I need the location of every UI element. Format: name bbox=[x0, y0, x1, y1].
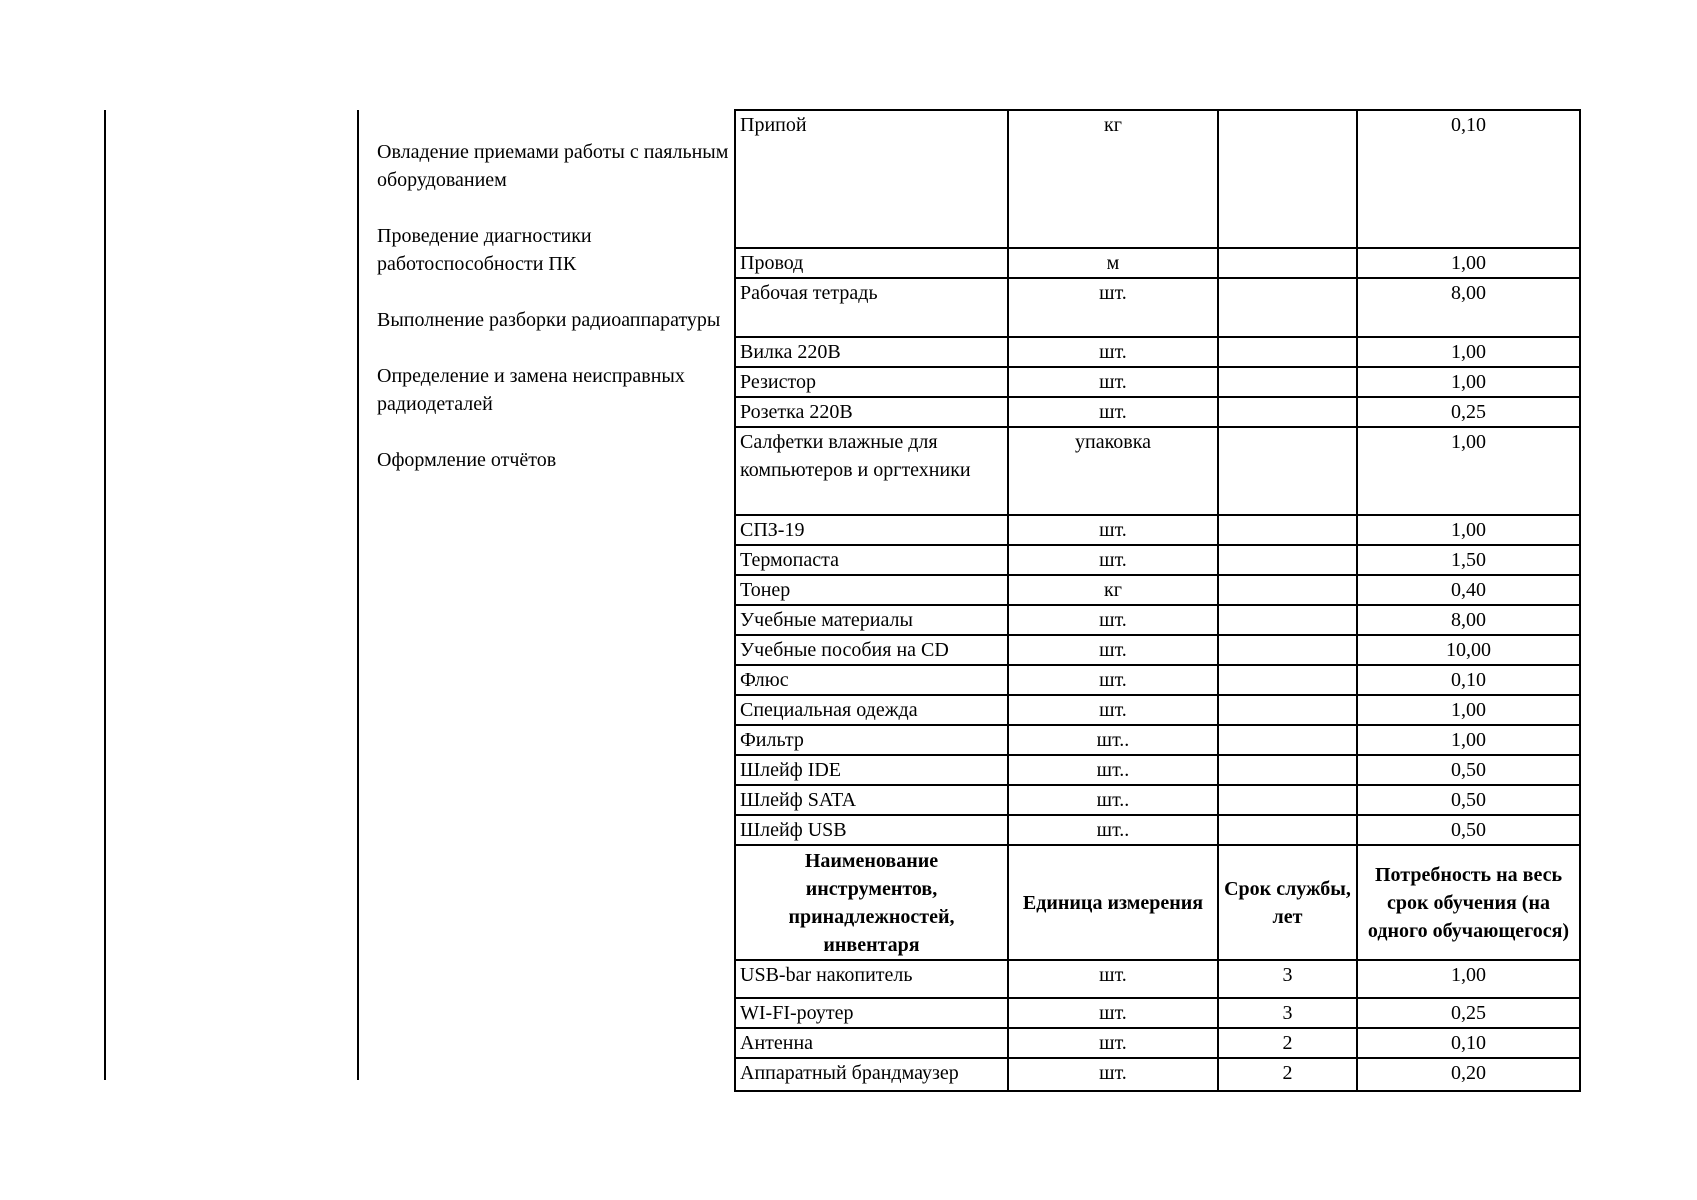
material-qty: 1,00 bbox=[1357, 725, 1580, 755]
activity-item: Овладение приемами работы с паяльным оборудованием bbox=[377, 141, 729, 191]
material-name: Припой bbox=[735, 110, 1008, 248]
material-unit: шт. bbox=[1008, 397, 1218, 427]
material-name: Резистор bbox=[735, 367, 1008, 397]
material-term bbox=[1218, 785, 1357, 815]
material-qty: 0,10 bbox=[1357, 110, 1580, 248]
material-qty: 0,25 bbox=[1357, 397, 1580, 427]
material-qty: 0,50 bbox=[1357, 815, 1580, 845]
material-unit: шт. bbox=[1008, 515, 1218, 545]
material-unit: шт. bbox=[1008, 367, 1218, 397]
material-qty: 8,00 bbox=[1357, 605, 1580, 635]
table-row bbox=[735, 998, 1580, 1028]
table-row bbox=[735, 605, 1580, 635]
material-name: Салфетки влажные для компьютеров и оргтехники bbox=[735, 427, 1008, 515]
material-term bbox=[1218, 755, 1357, 785]
material-unit: шт. bbox=[1008, 278, 1218, 337]
material-unit: м bbox=[1008, 248, 1218, 278]
table-row bbox=[735, 1028, 1580, 1058]
material-term bbox=[1218, 545, 1357, 575]
table-row bbox=[735, 367, 1580, 397]
material-unit: шт. bbox=[1008, 545, 1218, 575]
table-row bbox=[735, 635, 1580, 665]
material-name: Рабочая тетрадь bbox=[735, 278, 1008, 337]
tools-header-row bbox=[735, 845, 1580, 960]
material-name: Термопаста bbox=[735, 545, 1008, 575]
table-row bbox=[735, 725, 1580, 755]
tool-qty: 0,20 bbox=[1357, 1058, 1580, 1091]
material-name: Шлейф SATA bbox=[735, 785, 1008, 815]
material-qty: 10,00 bbox=[1357, 635, 1580, 665]
material-name: Учебные пособия на CD bbox=[735, 635, 1008, 665]
table-row bbox=[735, 248, 1580, 278]
table-row bbox=[735, 545, 1580, 575]
material-term bbox=[1218, 278, 1357, 337]
table-row bbox=[735, 695, 1580, 725]
material-name: Вилка 220В bbox=[735, 337, 1008, 367]
activity-item: Выполнение разборки радиоаппаратуры bbox=[377, 309, 721, 331]
table-row bbox=[735, 815, 1580, 845]
activity-item: Определение и замена неисправных радиодеталей bbox=[377, 365, 685, 415]
header-term: Срок службы, лет bbox=[1218, 845, 1357, 960]
material-unit: шт. bbox=[1008, 665, 1218, 695]
material-unit: кг bbox=[1008, 110, 1218, 248]
material-qty: 0,50 bbox=[1357, 755, 1580, 785]
material-name: Шлейф IDE bbox=[735, 755, 1008, 785]
activity-item: Оформление отчётов bbox=[377, 449, 557, 471]
material-term bbox=[1218, 635, 1357, 665]
material-qty: 1,00 bbox=[1357, 515, 1580, 545]
material-term bbox=[1218, 725, 1357, 755]
material-name: Фильтр bbox=[735, 725, 1008, 755]
tool-name: Антенна bbox=[735, 1028, 1008, 1058]
activities-list bbox=[377, 138, 737, 502]
header-name: Наименование инструментов, принадлежностей, инвентаря bbox=[735, 845, 1008, 960]
material-unit: кг bbox=[1008, 575, 1218, 605]
tool-qty: 0,25 bbox=[1357, 998, 1580, 1028]
tool-unit: шт. bbox=[1008, 1028, 1218, 1058]
table-row bbox=[735, 755, 1580, 785]
material-qty: 0,40 bbox=[1357, 575, 1580, 605]
table-row bbox=[735, 785, 1580, 815]
material-name: Флюс bbox=[735, 665, 1008, 695]
table-row bbox=[735, 575, 1580, 605]
material-unit: шт.. bbox=[1008, 815, 1218, 845]
material-unit: шт. bbox=[1008, 337, 1218, 367]
tool-unit: шт. bbox=[1008, 998, 1218, 1028]
table-row bbox=[735, 960, 1580, 998]
material-term bbox=[1218, 665, 1357, 695]
material-term bbox=[1218, 695, 1357, 725]
table-row bbox=[735, 278, 1580, 337]
tool-unit: шт. bbox=[1008, 960, 1218, 998]
material-unit: упаковка bbox=[1008, 427, 1218, 515]
material-name: Тонер bbox=[735, 575, 1008, 605]
tool-unit: шт. bbox=[1008, 1058, 1218, 1091]
material-term bbox=[1218, 427, 1357, 515]
material-unit: шт.. bbox=[1008, 725, 1218, 755]
tool-qty: 0,10 bbox=[1357, 1028, 1580, 1058]
material-name: Учебные материалы bbox=[735, 605, 1008, 635]
tool-name: USB-bar накопитель bbox=[735, 960, 1008, 998]
header-unit: Единица измерения bbox=[1008, 845, 1218, 960]
material-term bbox=[1218, 575, 1357, 605]
material-qty: 1,00 bbox=[1357, 248, 1580, 278]
materials-table bbox=[734, 109, 1581, 1092]
material-unit: шт.. bbox=[1008, 785, 1218, 815]
tool-term: 2 bbox=[1218, 1028, 1357, 1058]
tool-name: Аппаратный брандмаузер bbox=[735, 1058, 1008, 1091]
material-name: Розетка 220В bbox=[735, 397, 1008, 427]
material-unit: шт. bbox=[1008, 635, 1218, 665]
tool-term: 3 bbox=[1218, 960, 1357, 998]
material-term bbox=[1218, 605, 1357, 635]
table-row bbox=[735, 427, 1580, 515]
material-qty: 1,50 bbox=[1357, 545, 1580, 575]
material-qty: 1,00 bbox=[1357, 337, 1580, 367]
material-qty: 8,00 bbox=[1357, 278, 1580, 337]
material-unit: шт. bbox=[1008, 695, 1218, 725]
material-term bbox=[1218, 815, 1357, 845]
table-row bbox=[735, 337, 1580, 367]
column-border-left bbox=[104, 110, 106, 1080]
tool-qty: 1,00 bbox=[1357, 960, 1580, 998]
material-term bbox=[1218, 515, 1357, 545]
material-name: Провод bbox=[735, 248, 1008, 278]
material-name: Шлейф USB bbox=[735, 815, 1008, 845]
table-row bbox=[735, 1058, 1580, 1091]
table-row bbox=[735, 665, 1580, 695]
material-qty: 1,00 bbox=[1357, 427, 1580, 515]
tool-term: 2 bbox=[1218, 1058, 1357, 1091]
material-unit: шт.. bbox=[1008, 755, 1218, 785]
material-term bbox=[1218, 337, 1357, 367]
material-unit: шт. bbox=[1008, 605, 1218, 635]
table-row bbox=[735, 397, 1580, 427]
tool-name: WI-FI-роутер bbox=[735, 998, 1008, 1028]
material-qty: 1,00 bbox=[1357, 367, 1580, 397]
material-term bbox=[1218, 367, 1357, 397]
header-qty: Потребность на весь срок обучения (на одного обучающегося) bbox=[1357, 845, 1580, 960]
table-row bbox=[735, 515, 1580, 545]
tool-term: 3 bbox=[1218, 998, 1357, 1028]
column-border-middle bbox=[357, 110, 359, 1080]
activity-item: Проведение диагностики работоспособности ПК bbox=[377, 225, 592, 275]
material-term bbox=[1218, 248, 1357, 278]
material-qty: 0,50 bbox=[1357, 785, 1580, 815]
material-name: СПЗ-19 bbox=[735, 515, 1008, 545]
material-term bbox=[1218, 397, 1357, 427]
material-term bbox=[1218, 110, 1357, 248]
material-name: Специальная одежда bbox=[735, 695, 1008, 725]
material-qty: 0,10 bbox=[1357, 665, 1580, 695]
material-qty: 1,00 bbox=[1357, 695, 1580, 725]
table-row bbox=[735, 110, 1580, 248]
